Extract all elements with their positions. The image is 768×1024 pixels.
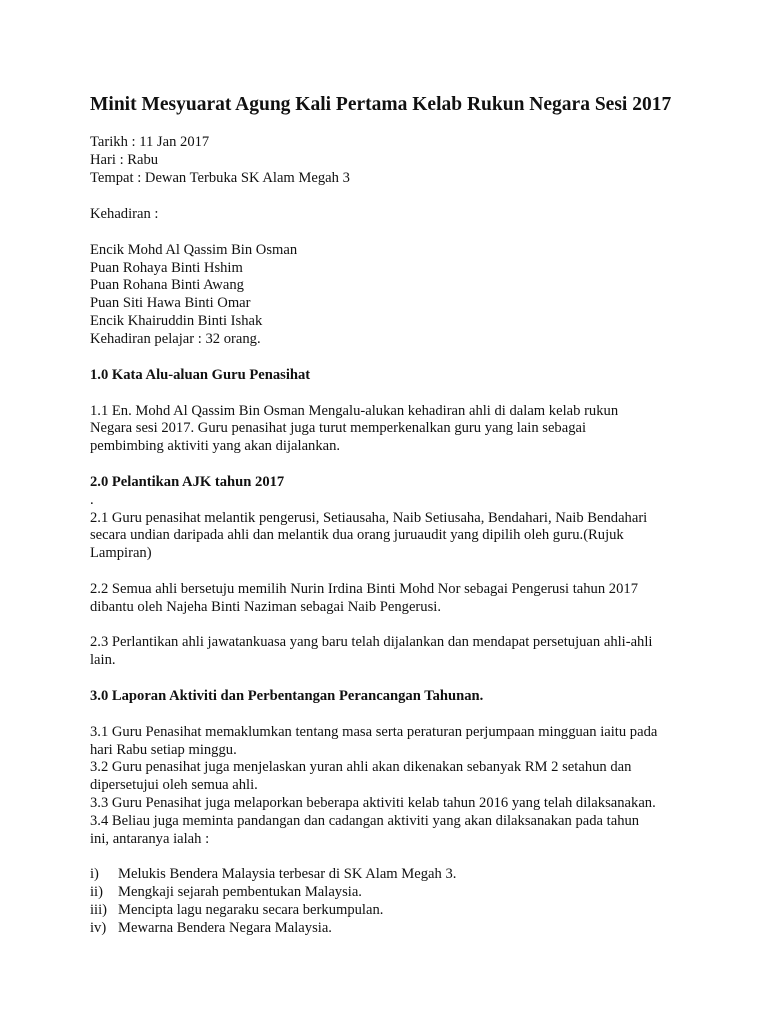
activity-list-item — [90, 884, 362, 901]
paragraph-2-2-line: 2.2 Semua ahli bersetuju memilih Nurin Irdina Binti Mohd Nor sebagai Pengerusi tahun 2017 — [90, 581, 638, 597]
list-number: ii) — [90, 884, 103, 900]
paragraph-2-1-line: 2.1 Guru penasihat melantik pengerusi, Setiausaha, Naib Setiusaha, Bendahari, Naib Bendahari — [90, 510, 648, 526]
section-3-line: ini, antaranya ialah : — [90, 831, 210, 847]
list-text: Mewarna Bendera Negara Malaysia. — [118, 920, 332, 936]
attendee-name: Encik Khairuddin Binti Ishak — [90, 313, 263, 329]
list-number: iv) — [90, 920, 107, 936]
attendee-name: Encik Mohd Al Qassim Bin Osman — [90, 242, 298, 258]
document-title: Minit Mesyuarat Agung Kali Pertama Kelab Rukun Negara Sesi 2017 — [90, 94, 672, 115]
section-3-line: 3.4 Beliau juga meminta pandangan dan cadangan aktiviti yang akan dilaksanakan pada tahun — [90, 813, 640, 829]
meeting-date: Tarikh : 11 Jan 2017 — [90, 134, 210, 150]
attendee-name: Puan Siti Hawa Binti Omar — [90, 295, 251, 311]
list-text: Mengkaji sejarah pembentukan Malaysia. — [118, 884, 362, 900]
meeting-venue: Tempat : Dewan Terbuka SK Alam Megah 3 — [90, 170, 350, 186]
section-1-heading: 1.0 Kata Alu-aluan Guru Penasihat — [90, 367, 311, 383]
list-text: Mencipta lagu negaraku secara berkumpulan. — [118, 902, 384, 918]
attendance-heading: Kehadiran : — [90, 206, 159, 222]
paragraph-2-1-line: Lampiran) — [90, 545, 152, 561]
attendee-name: Puan Rohana Binti Awang — [90, 277, 244, 293]
paragraph-1-1-line: pembimbing aktiviti yang akan dijalankan. — [90, 438, 341, 454]
list-number: iii) — [90, 902, 108, 918]
paragraph-1-1-line: Negara sesi 2017. Guru penasihat juga turut memperkenalkan guru yang lain sebagai — [90, 420, 587, 436]
student-attendance: Kehadiran pelajar : 32 orang. — [90, 331, 261, 347]
section-3-heading: 3.0 Laporan Aktiviti dan Perbentangan Perancangan Tahunan. — [90, 688, 484, 704]
section-3-line: 3.3 Guru Penasihat juga melaporkan beberapa aktiviti kelab tahun 2016 yang telah dilaksanakan. — [90, 795, 656, 811]
list-number: i) — [90, 866, 99, 882]
attendee-name: Puan Rohaya Binti Hshim — [90, 260, 243, 276]
paragraph-2-3-line: 2.3 Perlantikan ahli jawatankuasa yang baru telah dijalankan dan mendapat persetujuan ahli-ahli — [90, 634, 653, 650]
paragraph-2-3-line: lain. — [90, 652, 116, 668]
activity-list-item — [90, 866, 456, 883]
paragraph-2-2-line: dibantu oleh Najeha Binti Naziman sebagai Naib Pengerusi. — [90, 599, 441, 615]
activity-list-item — [90, 902, 383, 919]
section-3-line: 3.1 Guru Penasihat memaklumkan tentang masa serta peraturan perjumpaan mingguan iaitu pada — [90, 724, 658, 740]
paragraph-1-1-line: 1.1 En. Mohd Al Qassim Bin Osman Mengalu-alukan kehadiran ahli di dalam kelab rukun — [90, 403, 619, 419]
stray-dot: . — [90, 492, 94, 508]
section-3-line: 3.2 Guru penasihat juga menjelaskan yuran ahli akan dikenakan sebanyak RM 2 setahun dan — [90, 759, 632, 775]
meeting-day: Hari : Rabu — [90, 152, 159, 168]
paragraph-2-1-line: secara undian daripada ahli dan melantik dua orang juruaudit yang dipilih oleh guru.(Rujuk — [90, 527, 624, 543]
section-3-line: hari Rabu setiap minggu. — [90, 742, 237, 758]
section-3-line: dipersetujui oleh semua ahli. — [90, 777, 258, 793]
activity-list-item — [90, 920, 332, 937]
list-text: Melukis Bendera Malaysia terbesar di SK Alam Megah 3. — [118, 866, 457, 882]
section-2-heading: 2.0 Pelantikan AJK tahun 2017 — [90, 474, 285, 490]
